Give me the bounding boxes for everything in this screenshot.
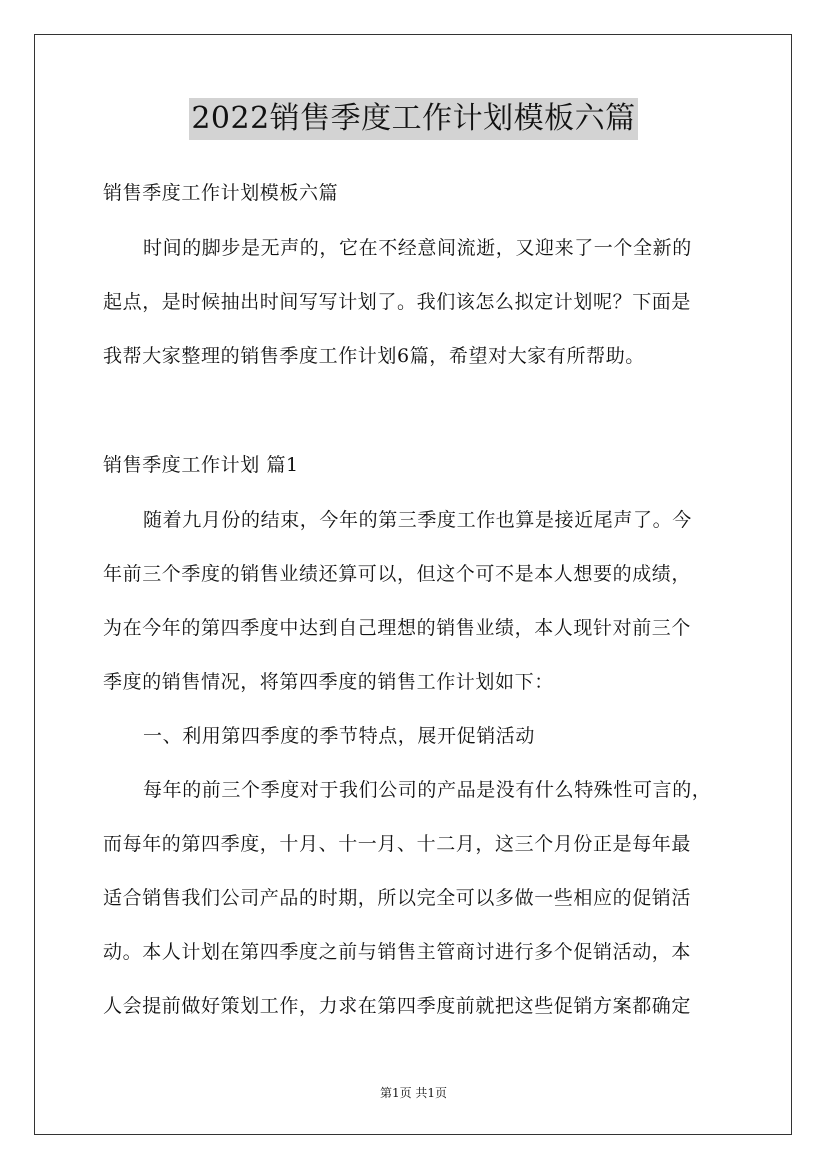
paragraph-line: 适合销售我们公司产品的时期，所以完全可以多做一些相应的促销活 xyxy=(103,887,692,909)
paragraph-line: 而每年的第四季度，十月、十一月、十二月，这三个月份正是每年最 xyxy=(103,833,692,855)
intro-line: 我帮大家整理的销售季度工作计划6篇，希望对大家有所帮助。 xyxy=(103,345,645,367)
subtitle: 销售季度工作计划模板六篇 xyxy=(103,182,339,204)
title-container xyxy=(0,98,827,140)
intro-line: 时间的脚步是无声的，它在不经意间流逝，又迎来了一个全新的 xyxy=(143,237,692,259)
paragraph-line: 人会提前做好策划工作，力求在第四季度前就把这些促销方案都确定 xyxy=(103,995,692,1017)
section-heading: 销售季度工作计划 篇1 xyxy=(103,454,299,476)
page-footer: 第1页 共1页 xyxy=(379,1086,448,1100)
paragraph-line: 年前三个季度的销售业绩还算可以，但这个可不是本人想要的成绩， xyxy=(103,563,692,585)
paragraph-line: 每年的前三个季度对于我们公司的产品是没有什么特殊性可言的， xyxy=(143,779,712,801)
paragraph-line: 为在今年的第四季度中达到自己理想的销售业绩，本人现针对前三个 xyxy=(103,617,692,639)
item-heading: 一、利用第四季度的季节特点，展开促销活动 xyxy=(143,725,536,747)
intro-line: 起点，是时候抽出时间写写计划了。我们该怎么拟定计划呢？下面是 xyxy=(103,291,692,313)
paragraph-line: 随着九月份的结束，今年的第三季度工作也算是接近尾声了。今 xyxy=(143,509,692,531)
paragraph-line: 季度的销售情况，将第四季度的销售工作计划如下： xyxy=(103,671,554,693)
paragraph-line: 动。本人计划在第四季度之前与销售主管商讨进行多个促销活动，本 xyxy=(103,941,692,963)
document-title: 2022销售季度工作计划模板六篇 xyxy=(189,98,637,140)
